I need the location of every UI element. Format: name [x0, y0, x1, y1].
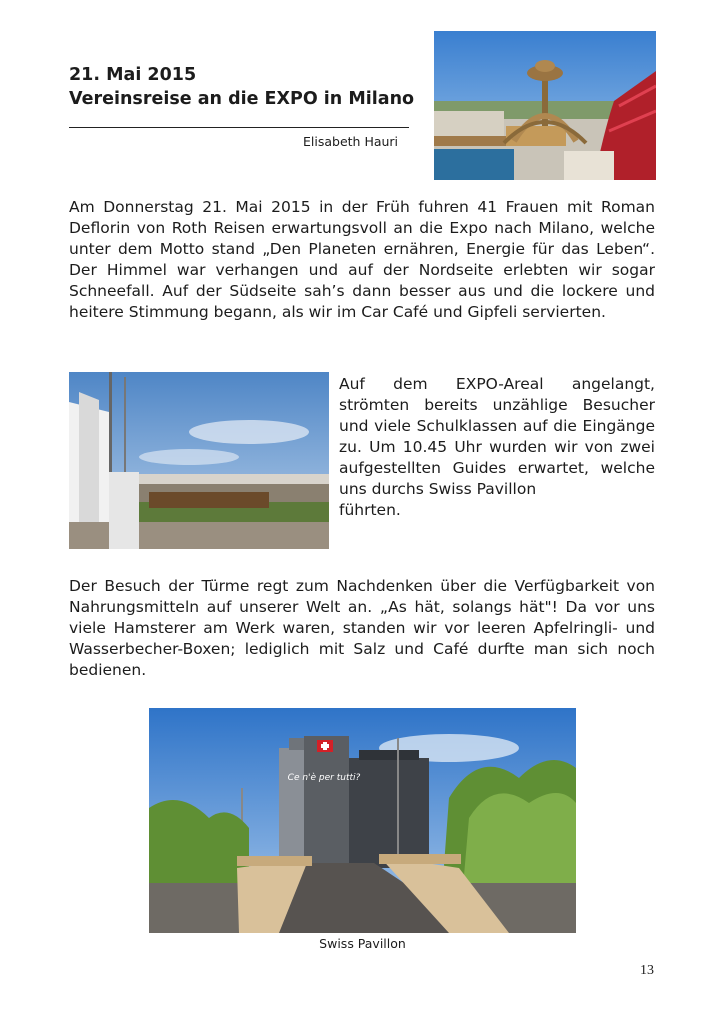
- photo-caption: Swiss Pavillon: [319, 936, 406, 951]
- paragraph-arrival-tail: führten.: [339, 501, 401, 519]
- tower-sign-text: Ce n'è per tutti?: [287, 773, 361, 783]
- photo-expo-tree: [434, 31, 656, 180]
- author-name: Elisabeth Hauri: [303, 134, 399, 149]
- photo-swiss-pavillon: [149, 708, 576, 933]
- page-number: 13: [640, 963, 654, 978]
- paragraph-towers: Der Besuch der Türme regt zum Nachdenken über die Verfügbarkeit von Nahrungsmitteln auf unserer Welt an. „As hät, solangs hät"! Da vor uns viele Hamsterer am Werk waren, standen wir vor leeren Apfelringli- und Wasserbecher-Boxen; lediglich mit Salz und Café durfte man sich noch bedienen.: [69, 577, 655, 679]
- paragraph-arrival-main: Auf dem EXPO-Areal angelangt, strömten bereits unzählige Besucher und viele Schulklassen auf die Eingänge zu. Um 10.45 Uhr wurden wir von zwei aufgestellten Guides erwartet, welche uns durchs Swiss Pavillon: [339, 375, 655, 498]
- article-title-date: 21. Mai 2015: [69, 65, 197, 85]
- paragraph-intro: Am Donnerstag 21. Mai 2015 in der Früh fuhren 41 Frauen mit Roman Deflorin von Roth Reisen erwartungsvoll an die Expo nach Milano, welche unter dem Motto stand „Den Planeten ernähren, Energie für das Leben“. Der Himmel war verhangen und auf der Nordseite erlebten wir sogar Schneefall. Auf der Südseite sah’s dann besser aus und die lockere und heitere Stimmung begann, als wir im Car Café und Gipfeli servierten.: [69, 198, 655, 321]
- title-divider: [69, 127, 409, 128]
- paragraph-arrival: [339, 374, 655, 521]
- photo-expo-area: [69, 372, 329, 549]
- article-title: Vereinsreise an die EXPO in Milano: [69, 89, 415, 109]
